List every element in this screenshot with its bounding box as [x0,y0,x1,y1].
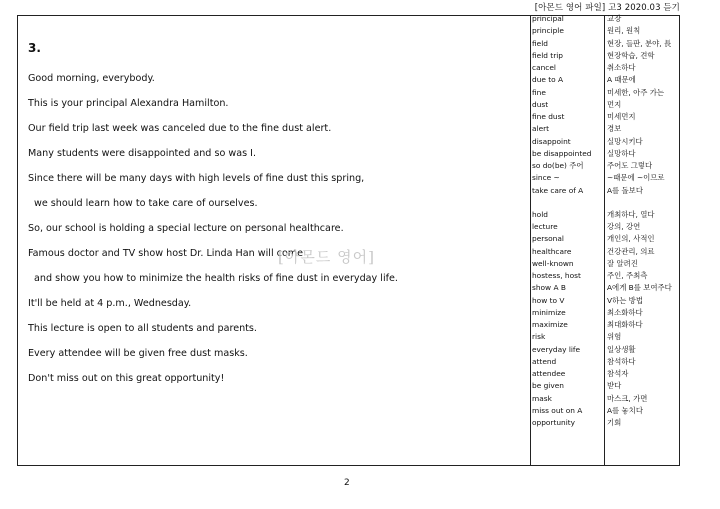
vocab-word: principle [532,26,564,36]
vocab-meaning: V하는 방법 [607,295,643,305]
vocab-meaning: A 때문에 [607,75,636,85]
vocab-word: fine [532,87,546,97]
vocab-word: risk [532,332,546,342]
script-line: Don't miss out on this great opportunity! [28,373,225,384]
vocab-word: how to V [532,295,565,305]
page-number: 2 [344,478,350,488]
script-line: So, our school is holding a special lecture on personal healthcare. [28,223,344,234]
vocab-word: minimize [532,307,566,317]
vocab-meaning: 건강관리, 의료 [607,246,655,256]
vocab-meaning: 먼지 [607,99,622,109]
vocab-meaning: A를 돌보다 [607,185,643,195]
vocab-word: show A B [532,283,566,293]
script-line: Many students were disappointed and so was I. [28,148,257,159]
vocab-word: opportunity [532,418,576,427]
vocab-meaning: 실망시키다 [607,136,643,146]
watermark: [아몬드 영어] [278,248,375,266]
script-line: and show you how to minimize the health risks of fine dust in everyday life. [34,273,398,284]
vocab-meaning: 현장학습, 견학 [607,50,655,60]
vocab-word: alert [532,124,550,134]
vocab-word: hold [532,209,548,219]
vocab-word: be disappointed [532,148,592,158]
script-line: Since there will be many days with high levels of fine dust this spring, [28,173,365,184]
column-divider [604,16,605,465]
vocab-word: cancel [532,63,556,72]
vocab-word: disappoint [532,136,571,146]
vocab-meaning: 잘 알려진 [607,258,638,268]
vocab-meaning: 주어도 그렇다 [607,161,653,170]
column-divider [530,16,531,465]
vocab-word: mask [532,393,552,403]
page-header: [아몬드 영어 파일] 고3 2020.03 듣기 [534,3,680,13]
script-line: Every attendee will be given free dust masks. [28,348,248,359]
vocab-meaning: 기회 [607,418,622,427]
script-line: It'll be held at 4 p.m., Wednesday. [28,298,192,309]
vocab-word: healthcare [532,246,572,256]
vocab-word: since ~ [532,173,560,183]
vocab-meaning: 위험 [607,332,622,342]
script-line: Our field trip last week was canceled due to the fine dust alert. [28,123,332,134]
vocab-word: everyday life [532,344,581,354]
vocab-meaning: 최소화하다 [607,307,643,317]
vocab-meaning: ~때문에 ~이므로 [607,173,665,183]
script-line: we should learn how to take care of ourselves. [34,198,258,209]
vocab-meaning: 주인, 주최측 [607,271,648,280]
vocab-word: principal [532,14,564,23]
script-line: This lecture is open to all students and parents. [28,323,257,334]
question-number: 3. [28,41,41,55]
vocab-meaning: 실망하다 [607,148,636,158]
vocab-meaning: 개최하다, 열다 [607,209,655,219]
content-frame [17,15,680,466]
vocab-meaning: A에게 B를 보여주다 [607,283,672,293]
vocab-meaning: 개인의, 사적인 [607,234,655,244]
script-line: This is your principal Alexandra Hamilton. [28,98,229,109]
vocab-meaning: 경보 [607,124,622,134]
vocab-meaning: 마스크, 가면 [607,393,648,403]
vocab-meaning: 현장, 들판, 분야, 長 [607,38,672,48]
vocab-meaning: 원리, 원칙 [607,26,641,36]
vocab-word: be given [532,381,564,391]
vocab-meaning: 미세한, 아주 가는 [607,87,665,97]
vocab-meaning: A를 놓치다 [607,405,643,415]
vocab-word: dust [532,99,549,109]
vocab-meaning: 미세먼지 [607,112,636,121]
vocab-word: field trip [532,50,563,60]
vocab-word: take care of A [532,185,584,195]
vocab-meaning: 참석자 [607,369,629,378]
vocab-word: fine dust [532,112,565,121]
vocab-meaning: 최대화하다 [607,320,643,329]
vocab-word: miss out on A [532,405,583,415]
vocab-meaning: 교장 [607,14,622,23]
vocab-meaning: 취소하다 [607,63,636,72]
vocab-word: field [532,38,548,48]
vocab-word: hostess, host [532,271,581,280]
vocab-word: well-known [532,258,574,268]
vocab-meaning: 받다 [607,381,622,391]
vocab-word: personal [532,234,564,244]
vocab-word: maximize [532,320,568,329]
vocab-word: attendee [532,369,566,378]
vocab-word: lecture [532,222,558,231]
script-line: Good morning, everybody. [28,73,155,84]
script-line: Famous doctor and TV show host Dr. Linda Han will come [28,248,304,259]
vocab-word: attend [532,356,557,366]
vocab-word: due to A [532,75,564,85]
vocab-meaning: 일상생활 [607,344,636,354]
vocab-word: so do(be) 주어 [532,161,584,170]
vocab-meaning: 참석하다 [607,356,636,366]
vocab-meaning: 강의, 강연 [607,222,641,231]
